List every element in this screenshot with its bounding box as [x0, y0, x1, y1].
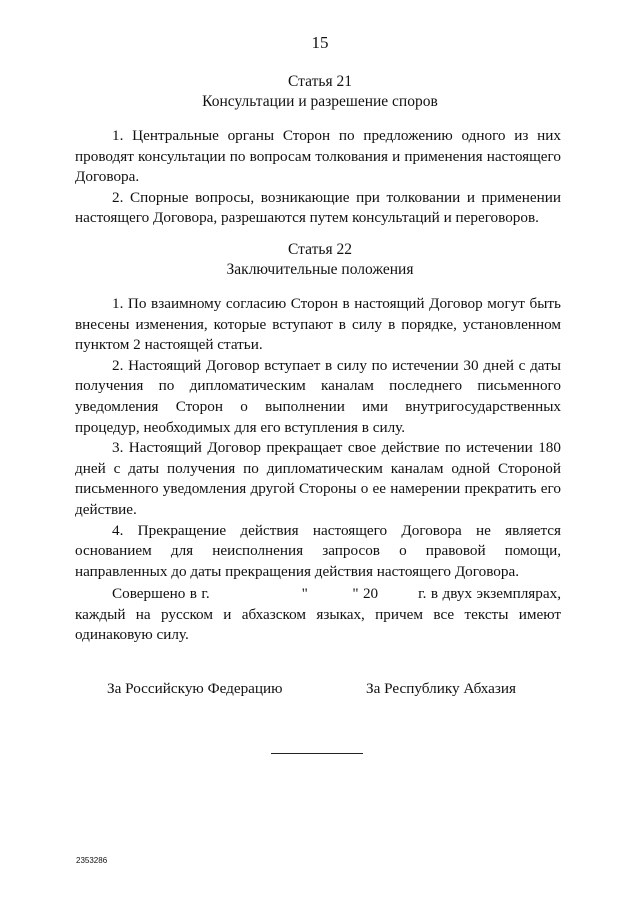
- closing-place-label: Совершено в г.: [112, 585, 210, 602]
- signature-abkhazia: За Республику Абхазия: [366, 680, 516, 697]
- closing-rest: г. в двух экземплярах, каждый на русском и абхазском языках, причем все тексты имеют одинаковую силу.: [75, 585, 562, 644]
- article-21-title: Статья 21: [288, 73, 352, 90]
- article-22-body: [75, 294, 561, 582]
- signature-russia: За Российскую Федерацию: [107, 680, 283, 697]
- article-22-paragraph-4: 4. Прекращение действия настоящего Договора не является основанием для неисполнения запросов о правовой помощи, направленных до даты прекращения действия настоящего Договора.: [75, 521, 561, 580]
- document-id: 2353286: [76, 856, 108, 865]
- article-22-title: Статья 22: [288, 241, 352, 258]
- article-22-paragraph-2: 2. Настоящий Договор вступает в силу по истечении 30 дней с даты получения по дипломатическим каналам последнего письменного уведомления Сторон о выполнении ими внутригосударственных процедур, необходимых для его вступления в силу.: [75, 356, 561, 436]
- article-21-paragraph-2: 2. Спорные вопросы, возникающие при толковании и применении настоящего Договора, разрешаются путем консультаций и переговоров.: [75, 188, 561, 227]
- article-21-body: [75, 126, 561, 229]
- article-22-paragraph-1: 1. По взаимному согласию Сторон в настоящий Договор могут быть внесены изменения, которые вступают в силу в порядке, установленном пунктом 2 настоящей статьи.: [75, 295, 561, 354]
- closing-date-quotes: " " 20: [301, 585, 379, 602]
- article-21-subtitle: Консультации и разрешение споров: [202, 93, 438, 110]
- page-number: 15: [311, 33, 329, 52]
- article-21-paragraph-1: 1. Центральные органы Сторон по предложению одного из них проводят консультации по вопросам толкования и применения настоящего Договора.: [75, 127, 561, 186]
- article-22-paragraph-3: 3. Настоящий Договор прекращает свое действие по истечении 180 дней с даты получения по дипломатическим каналам одной Стороной письменного уведомления другой Стороны о ее намерении прекратить его действие.: [75, 439, 561, 518]
- article-22-subtitle: Заключительные положения: [226, 261, 414, 278]
- closing-statement: [75, 584, 561, 646]
- divider-line: [271, 753, 363, 754]
